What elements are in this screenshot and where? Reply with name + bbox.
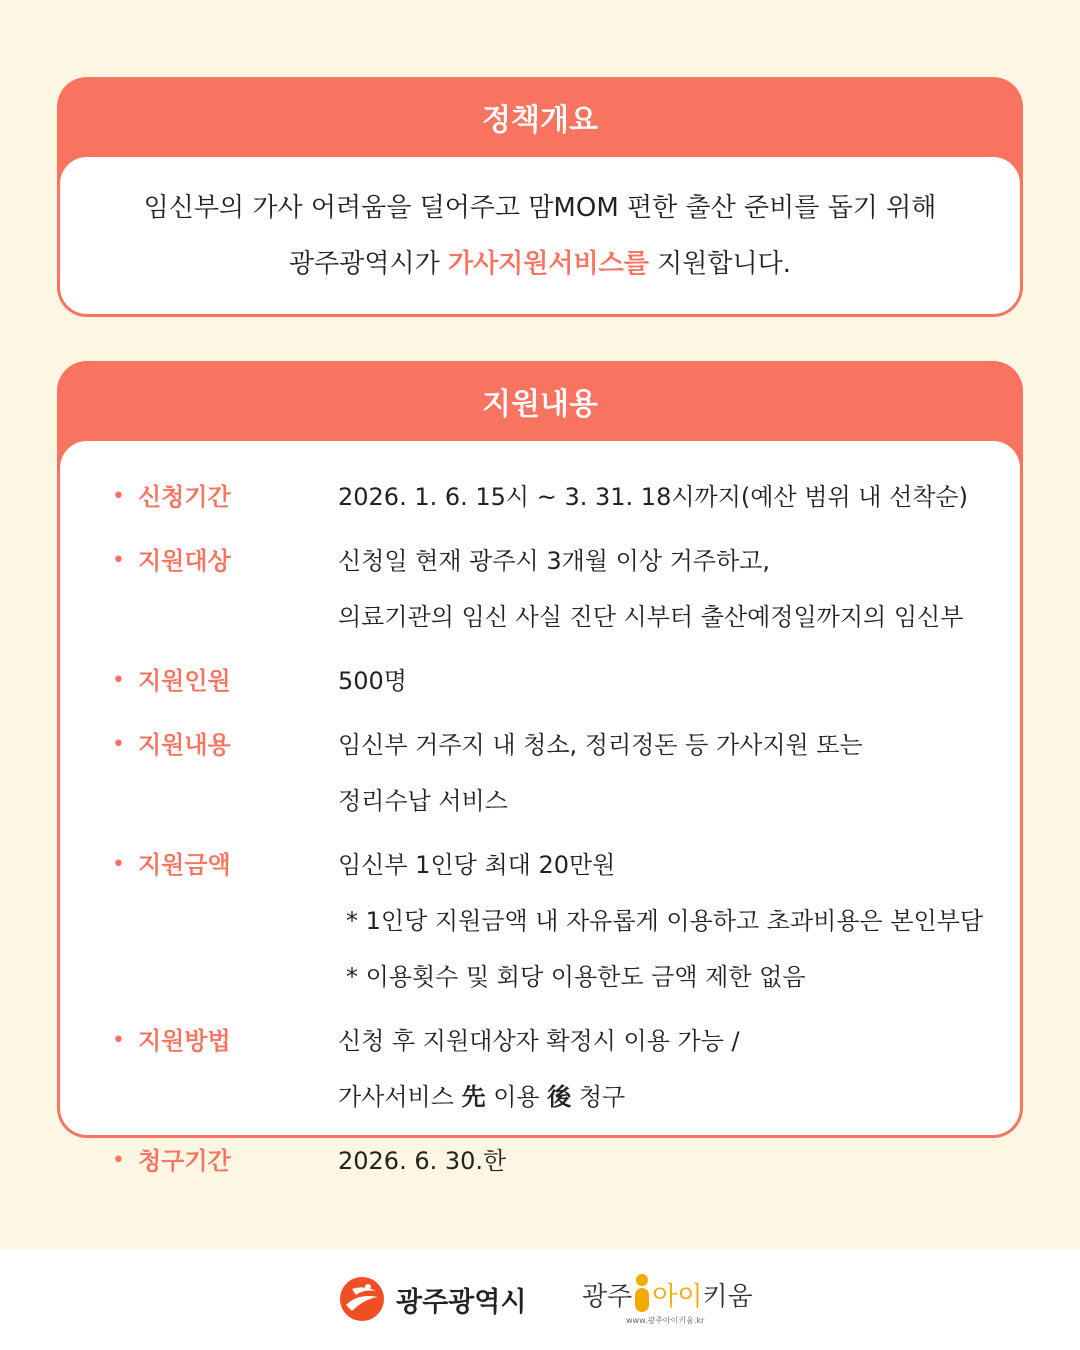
support-row-content xyxy=(60,723,1020,829)
support-row-count xyxy=(60,659,1020,709)
support-value: 정리수납 서비스 xyxy=(338,787,508,815)
bullet-icon: • xyxy=(112,484,125,509)
support-value: 2026. 1. 6. 15시 ~ 3. 31. 18시까지(예산 범위 내 선착순) xyxy=(338,483,968,511)
child-figure-icon xyxy=(632,1273,652,1313)
bullet-icon: • xyxy=(112,668,125,693)
method-text: 가사서비스 xyxy=(338,1083,462,1111)
support-note: * 이용횟수 및 회당 이용한도 금액 제한 없음 xyxy=(346,963,806,991)
bullet-icon: • xyxy=(112,732,125,757)
method-text: 이용 xyxy=(485,1083,548,1111)
policy-line-2 xyxy=(289,236,791,292)
support-value: 신청일 현재 광주시 3개월 이상 거주하고, xyxy=(338,547,770,575)
policy-highlight: 가사지원서비스를 xyxy=(447,248,649,279)
support-row-claim xyxy=(60,1139,1020,1189)
support-card xyxy=(57,361,1023,1175)
support-label: 지원대상 xyxy=(138,547,231,575)
support-value: 임신부 1인당 최대 20만원 xyxy=(338,851,616,879)
bullet-icon: • xyxy=(112,1028,125,1053)
policy-body xyxy=(60,157,1020,314)
gwangju-aikium-logo xyxy=(582,1273,753,1326)
policy-line-2-pre: 광주광역시가 xyxy=(288,248,448,279)
support-row-target xyxy=(60,539,1020,645)
support-row-period xyxy=(60,475,1020,525)
gwangju-city-logo xyxy=(338,1275,526,1323)
aikium-mid: 아이 xyxy=(652,1282,703,1312)
gwangju-emblem-icon xyxy=(338,1275,386,1323)
support-label: 지원방법 xyxy=(138,1027,231,1055)
bullet-icon: • xyxy=(112,1148,125,1173)
support-value: 임신부 거주지 내 청소, 정리정돈 등 가사지원 또는 xyxy=(338,731,863,759)
footer xyxy=(0,1249,1080,1350)
method-first-char: 先 xyxy=(461,1083,486,1111)
support-value: 의료기관의 임신 사실 진단 시부터 출산예정일까지의 임신부 xyxy=(338,603,964,631)
bullet-icon: • xyxy=(112,852,125,877)
policy-line-1: 임신부의 가사 어려움을 덜어주고 맘MOM 편한 출산 준비를 돕기 위해 xyxy=(143,192,937,223)
support-label: 지원금액 xyxy=(138,851,231,879)
support-title: 지원내용 xyxy=(482,387,598,422)
support-row-amount xyxy=(60,843,1020,1005)
method-after-char: 後 xyxy=(547,1083,572,1111)
support-row-method xyxy=(60,1019,1020,1125)
support-value: 2026. 6. 30.한 xyxy=(338,1147,507,1175)
support-body xyxy=(60,441,1020,1175)
gwangju-city-name: 광주광역시 xyxy=(396,1286,527,1318)
support-note: * 1인당 지원금액 내 자유롭게 이용하고 초과비용은 본인부담 xyxy=(346,907,984,935)
support-label: 지원내용 xyxy=(138,731,231,759)
policy-line-2-post: 지원합니다. xyxy=(648,248,792,279)
bullet-icon: • xyxy=(112,548,125,573)
support-label: 지원인원 xyxy=(138,667,231,695)
support-value xyxy=(338,1069,1020,1125)
support-value: 500명 xyxy=(338,667,407,695)
aikium-post: 키움 xyxy=(702,1282,753,1312)
method-text: 청구 xyxy=(571,1083,626,1111)
policy-title: 정책개요 xyxy=(482,103,598,138)
support-label: 청구기간 xyxy=(138,1147,231,1175)
support-value: 신청 후 지원대상자 확정시 이용 가능 / xyxy=(338,1027,740,1055)
support-label: 신청기간 xyxy=(138,483,231,511)
policy-card xyxy=(57,77,1023,317)
aikium-url: www.광주아이키움.kr xyxy=(626,1316,705,1325)
aikium-pre: 광주 xyxy=(582,1282,633,1312)
